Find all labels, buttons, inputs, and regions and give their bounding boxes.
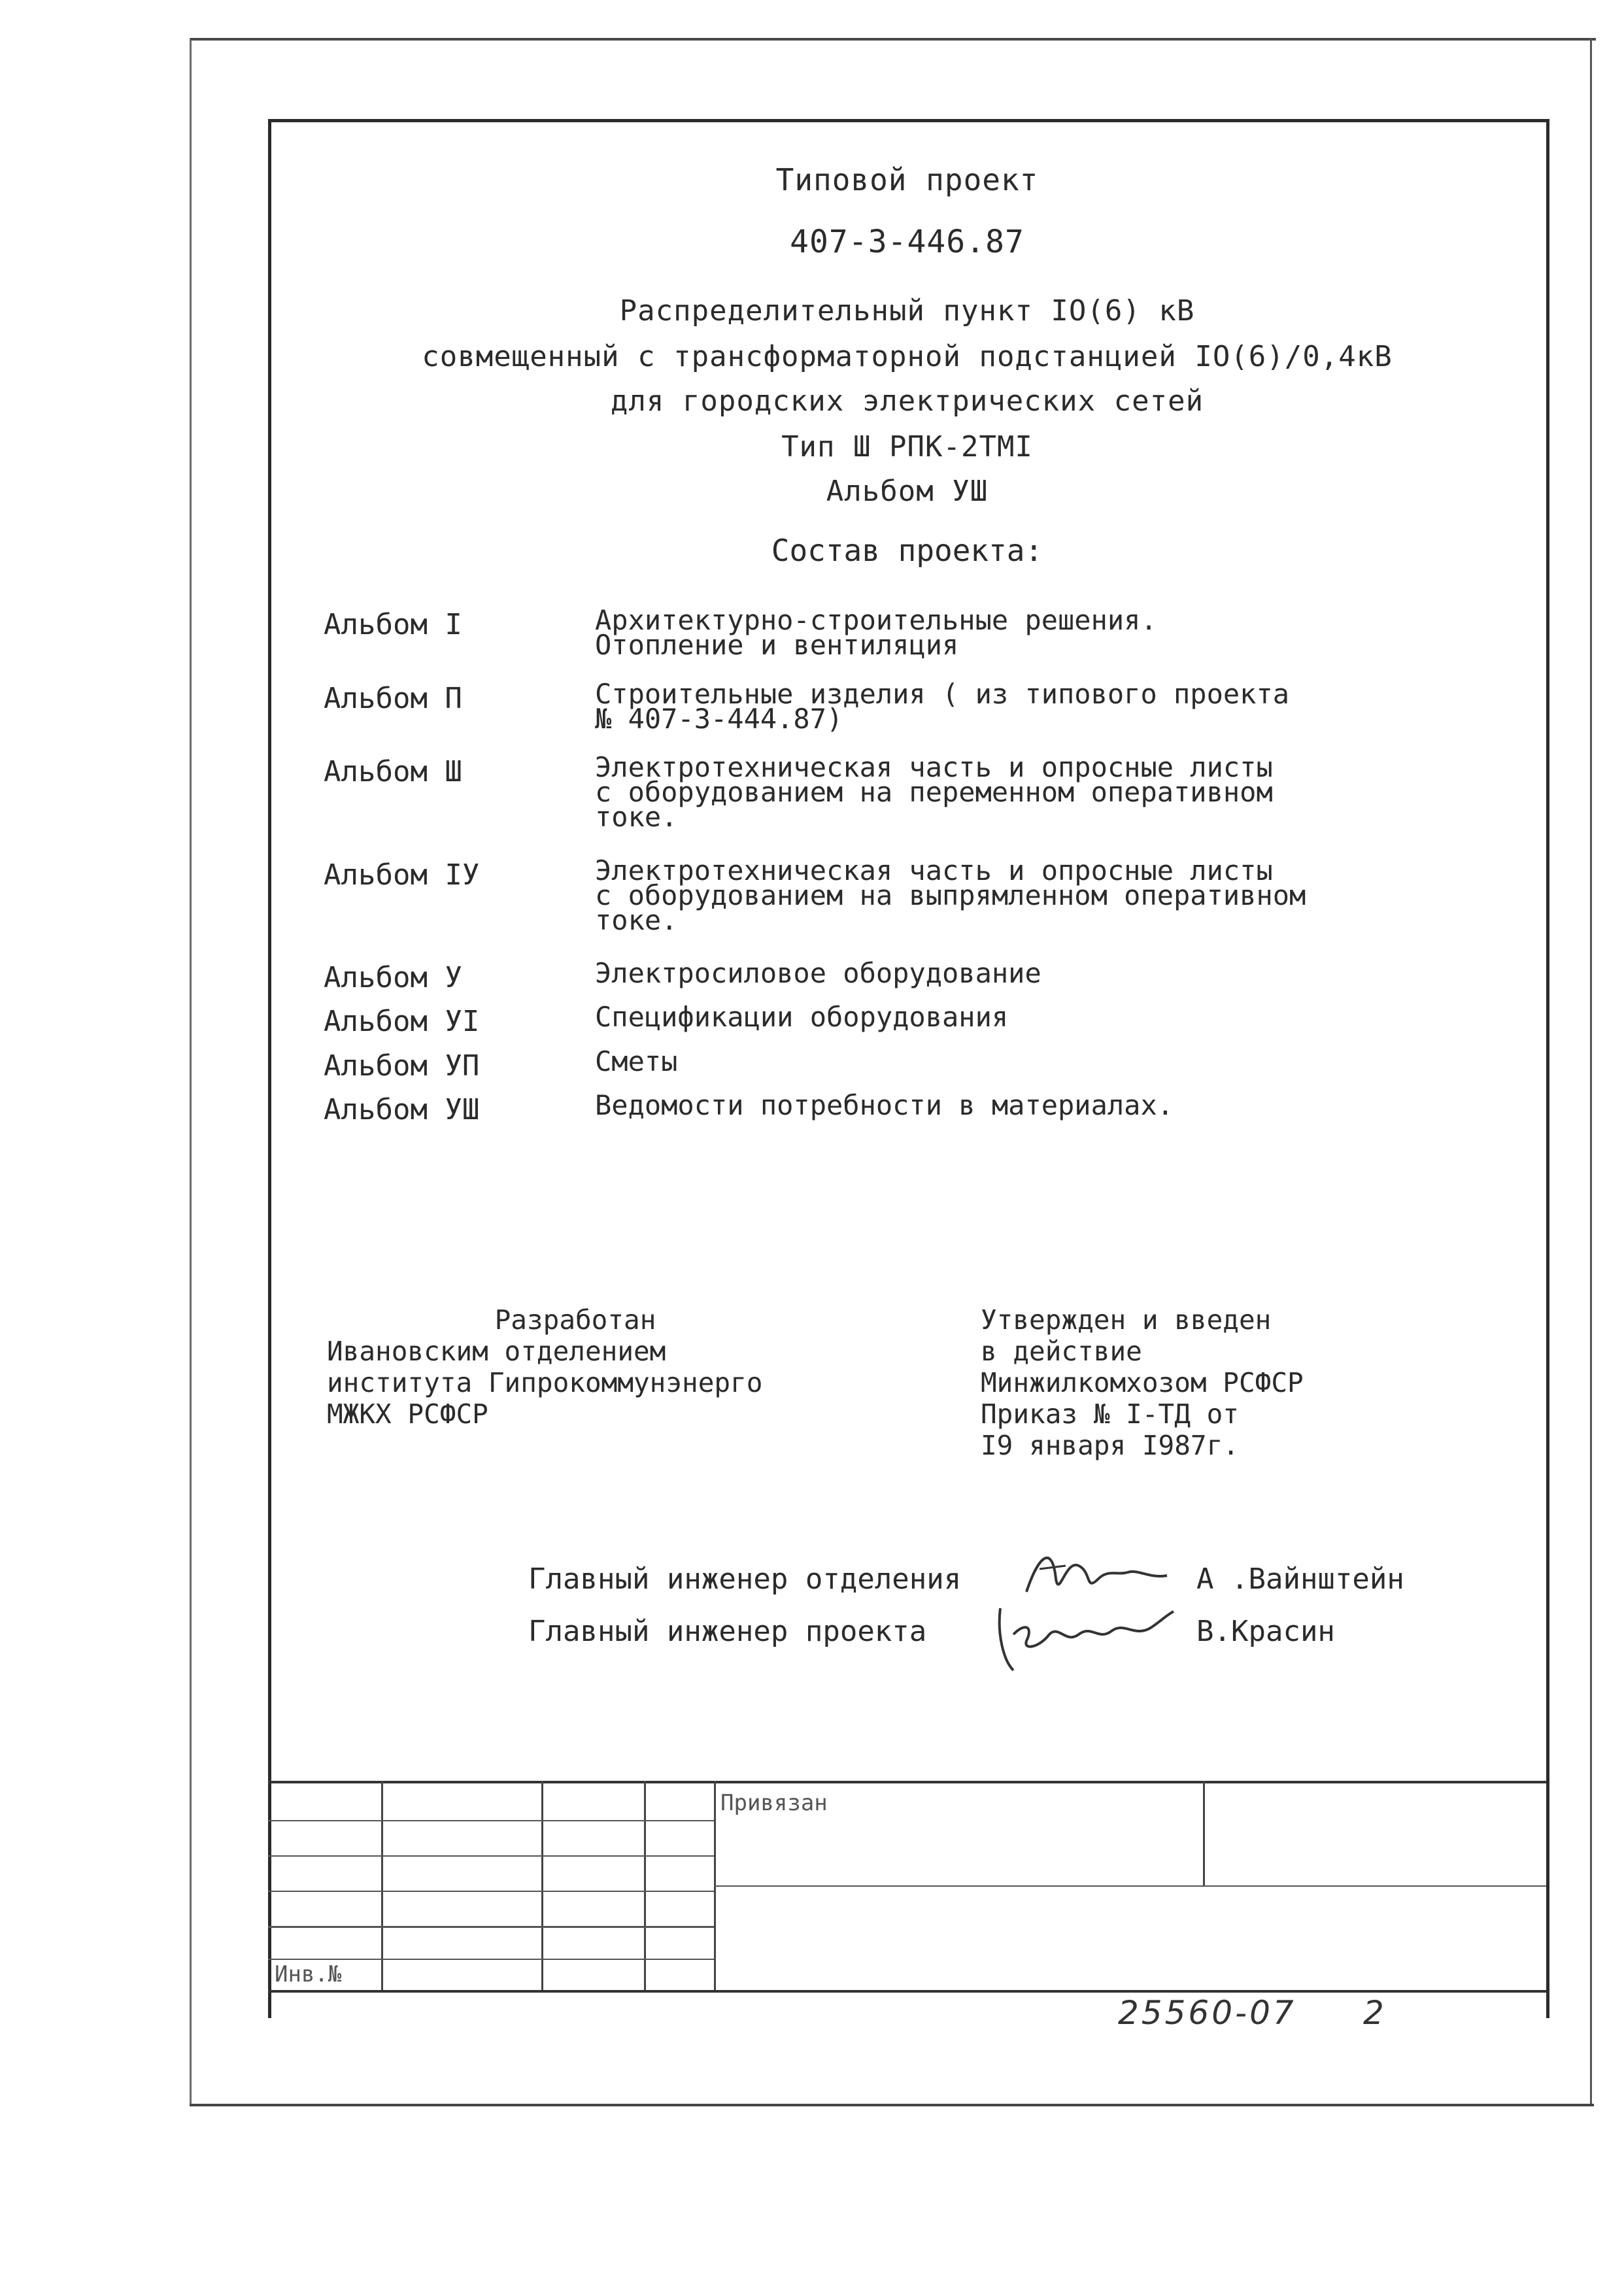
album-name: Альбом УI <box>324 1005 480 1038</box>
developed-line-3: института Гипрокоммунэнерго <box>327 1367 763 1398</box>
document-number: 25560-07 <box>1118 1994 1296 2032</box>
stamp-row-line <box>268 1891 714 1892</box>
description-line-3: для городских электрических сетей <box>610 384 1204 418</box>
album-name: Альбом Ш <box>324 755 462 788</box>
stamp-row-line <box>268 1959 714 1960</box>
description-line-1: Распределительный пункт IO(6) кВ <box>619 294 1195 328</box>
signature-role: Главный инженер отделения <box>528 1562 962 1596</box>
stamp-divider <box>1203 1781 1205 1885</box>
stamp-row-line <box>268 1926 714 1928</box>
approved-line-2: в действие <box>981 1336 1142 1367</box>
album-name: Альбом УШ <box>324 1093 480 1126</box>
album-description: Электросиловое оборудование <box>595 957 1041 989</box>
approved-line-1: Утвержден и введен <box>981 1304 1272 1336</box>
developed-line-2: Ивановским отделением <box>327 1336 666 1367</box>
developed-line-1: Разработан <box>494 1304 656 1336</box>
album-description: Архитектурно-строительные решения. Отопление и вентиляция <box>595 604 1157 661</box>
project-number: 407-3-446.87 <box>790 224 1024 260</box>
signature-name: А .Вайнштейн <box>1196 1562 1404 1596</box>
album-name: Альбом I <box>324 608 462 641</box>
inventory-label: Инв.№ <box>275 1961 342 1987</box>
document-type: Типовой проект <box>775 162 1039 197</box>
approved-line-3: Минжилкомхозом РСФСР <box>981 1367 1304 1398</box>
album-description: Сметы <box>595 1045 678 1077</box>
composition-heading: Состав проекта: <box>771 533 1043 568</box>
bottom-rule <box>190 2104 1594 2106</box>
album-name: Альбом У <box>324 961 462 994</box>
album-description: Строительные изделия ( из типового проекта № 407-3-444.87) <box>595 678 1290 735</box>
handwritten-signature-icon <box>987 1595 1183 1680</box>
stamp-row-line <box>714 1885 1546 1887</box>
approved-line-4: Приказ № I-ТД от <box>981 1398 1239 1430</box>
description-line-4: Тип Ш РПК-2ТМI <box>781 430 1033 464</box>
stamp-row-line <box>268 1820 714 1821</box>
album-description: Электротехническая часть и опросные листы с оборудованием на выпрямленном оперативном токе. <box>595 854 1306 936</box>
signature-role: Главный инженер проекта <box>528 1615 927 1648</box>
album-name: Альбом П <box>324 682 462 715</box>
stamp-row-line <box>268 1855 714 1857</box>
album-name: Альбом УП <box>324 1049 480 1083</box>
bound-label: Привязан <box>720 1790 828 1816</box>
developed-line-4: МЖКХ РСФСР <box>327 1398 488 1430</box>
album-description: Электротехническая часть и опросные листы с оборудованием на переменном оперативном токе. <box>595 751 1273 833</box>
description-line-2: совмещенный с трансформаторной подстанцией IO(6)/0,4кВ <box>422 340 1393 373</box>
album-description: Ведомости потребности в материалах. <box>595 1089 1174 1121</box>
title-stamp <box>268 1781 1546 1993</box>
approved-line-5: I9 января I987г. <box>981 1430 1239 1461</box>
description-line-5: Альбом УШ <box>826 475 989 508</box>
album-name: Альбом IУ <box>324 858 480 892</box>
signature-name: В.Красин <box>1196 1615 1335 1648</box>
approved-block <box>981 1304 1438 1461</box>
developed-by-block <box>327 1304 824 1430</box>
album-description: Спецификации оборудования <box>595 1001 1009 1033</box>
sheet-number: 2 <box>1363 1994 1384 2032</box>
outer-sheet-right-edge <box>1590 38 1592 2104</box>
